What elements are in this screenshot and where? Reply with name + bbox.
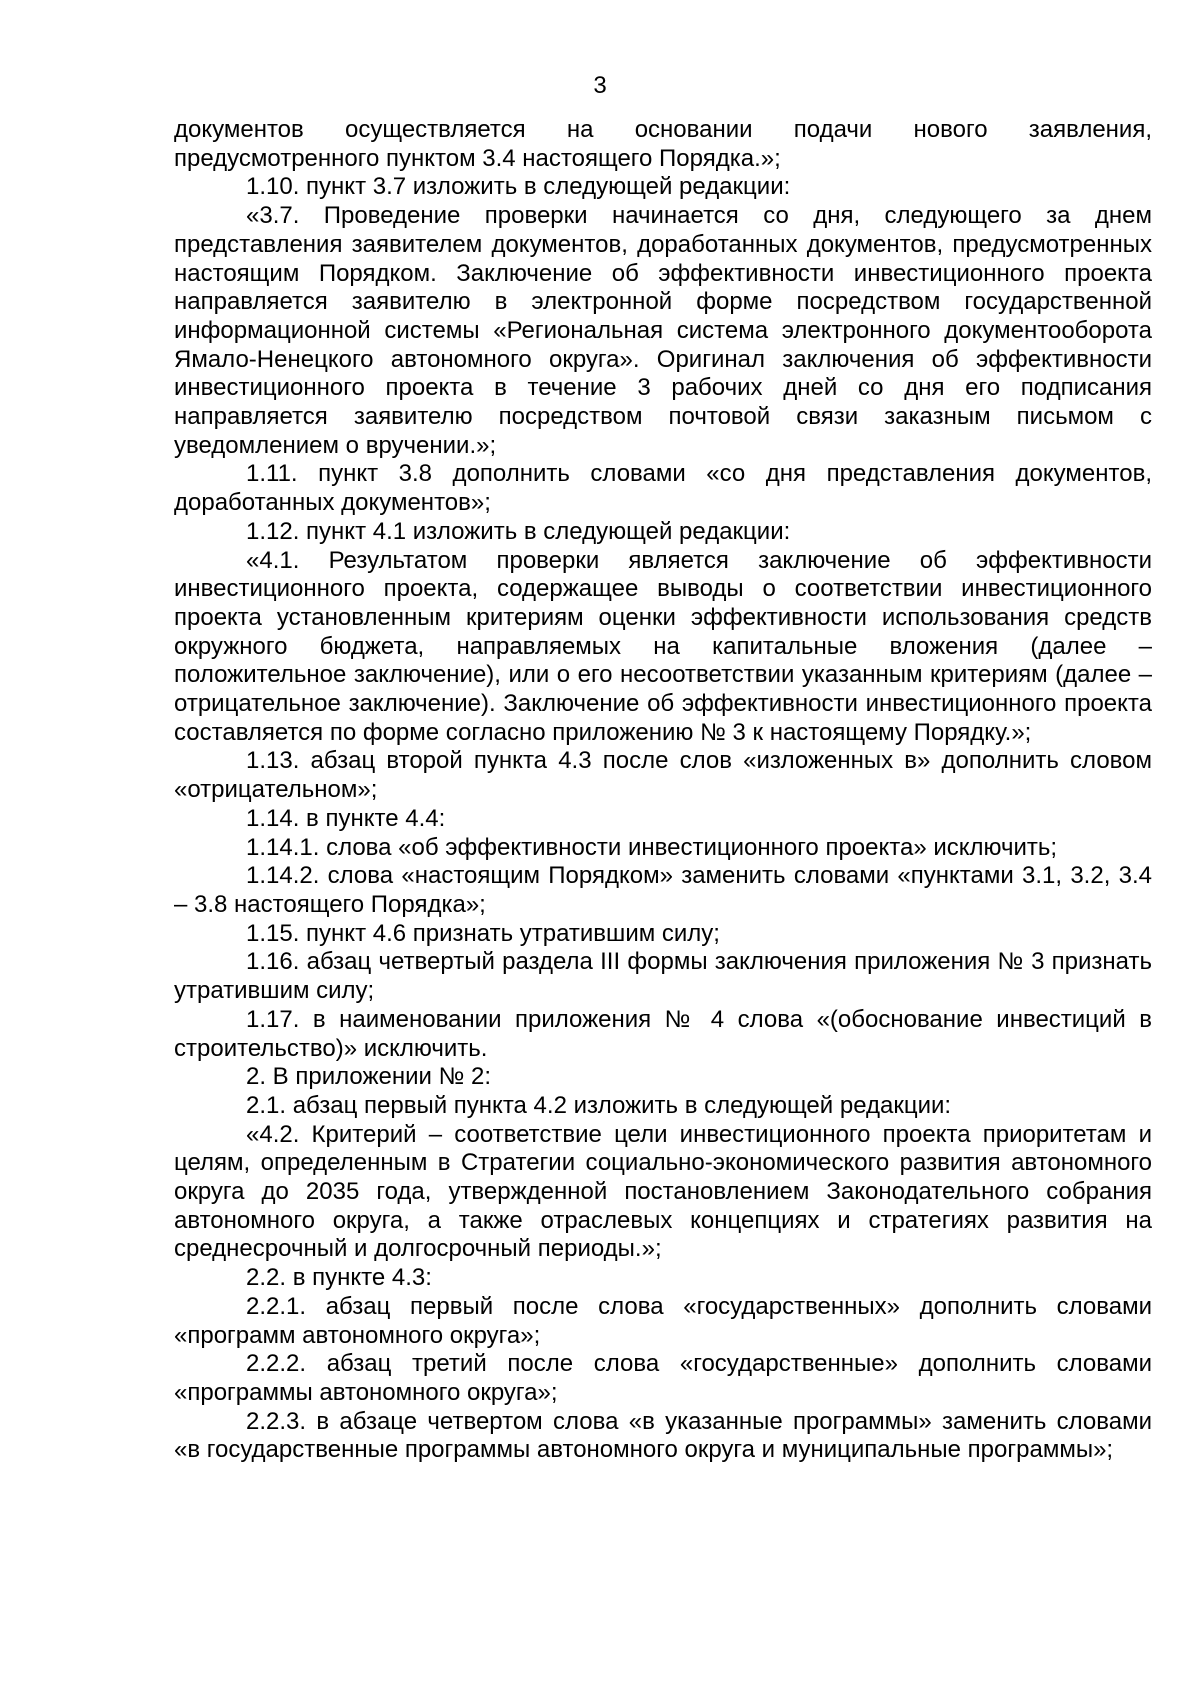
paragraph-2-2-3: 2.2.3. в абзаце четвертом слова «в указанные программы» заменить словами «в государственные программы автономного округа и муниципальные программы»; (174, 1407, 1152, 1464)
paragraph-2-2-1: 2.2.1. абзац первый после слова «государственных» дополнить словами «программ автономного округа»; (174, 1292, 1152, 1349)
paragraph-1-12: 1.12. пункт 4.1 изложить в следующей редакции: (246, 517, 791, 545)
paragraph-1-10: 1.10. пункт 3.7 изложить в следующей редакции: (246, 173, 791, 201)
paragraph-1-13: 1.13. абзац второй пункта 4.3 после слов «изложенных в» дополнить словом «отрицательном»; (174, 747, 1152, 804)
paragraph-2-1: 2.1. абзац первый пункта 4.2 изложить в следующей редакции: (246, 1091, 952, 1119)
paragraph-4-2: «4.2. Критерий – соответствие цели инвестиционного проекта приоритетам и целям, определенным в Стратегии социально-экономического развития автономного округа до 2035 года, утвержденной постановлением Законодательного собрания автономного округа, а также отраслевых концепциях и стратегиях развития на среднесрочный и долгосрочный периоды.»; (174, 1120, 1152, 1263)
paragraph-4-1: «4.1. Результатом проверки является заключение об эффективности инвестиционного проекта, содержащее выводы о соответствии инвестиционного проекта установленным критериям оценки эффективности использования средств окружного бюджета, направляемых на капитальные вложения (далее – положительное заключение), или о его несоответствии указанным критериям (далее – отрицательное заключение). Заключение об эффективности инвестиционного проекта составляется по форме согласно приложению № 3 к настоящему Порядку.»; (174, 546, 1152, 746)
paragraph-2-2: 2.2. в пункте 4.3: (246, 1264, 432, 1292)
paragraph-1-14-2: 1.14.2. слова «настоящим Порядком» заменить словами «пунктами 3.1, 3.2, 3.4 – 3.8 настоящего Порядка»; (174, 862, 1152, 918)
paragraph-1-16: 1.16. абзац четвертый раздела III формы заключения приложения № 3 признать утратившим силу; (174, 948, 1152, 1005)
document-body (174, 116, 1152, 1465)
page-number: 3 (593, 72, 607, 99)
paragraph-1-14-1: 1.14.1. слова «об эффективности инвестиционного проекта» исключить; (246, 833, 1058, 861)
paragraph-1-15: 1.15. пункт 4.6 признать утратившим силу; (246, 919, 720, 947)
paragraph-3-7: «3.7. Проведение проверки начинается со дня, следующего за днем представления заявителем документов, доработанных документов, предусмотренных настоящим Порядком. Заключение об эффективности инвестиционного проекта направляется заявителю в электронной форме посредством государственной информационной системы «Региональная система электронного документооборота Ямало-Ненецкого автономного округа». Оригинал заключения об эффективности инвестиционного проекта в течение 3 рабочих дней со дня его подписания направляется заявителю посредством почтовой связи заказным письмом с уведомлением о вручении.»; (174, 202, 1152, 459)
paragraph-1-17: 1.17. в наименовании приложения № 4 слова «(обоснование инвестиций в строительство)» исключить. (174, 1005, 1152, 1062)
paragraph-2-2-2: 2.2.2. абзац третий после слова «государственные» дополнить словами «программы автономного округа»; (174, 1350, 1152, 1406)
paragraph-1-11: 1.11. пункт 3.8 дополнить словами «со дня представления документов, доработанных документов»; (174, 460, 1152, 517)
paragraph-continuation: документов осуществляется на основании подачи нового заявления, предусмотренного пунктом 3.4 настоящего Порядка.»; (174, 116, 1152, 172)
paragraph-1-14: 1.14. в пункте 4.4: (246, 804, 446, 832)
paragraph-2: 2. В приложении № 2: (246, 1063, 492, 1091)
